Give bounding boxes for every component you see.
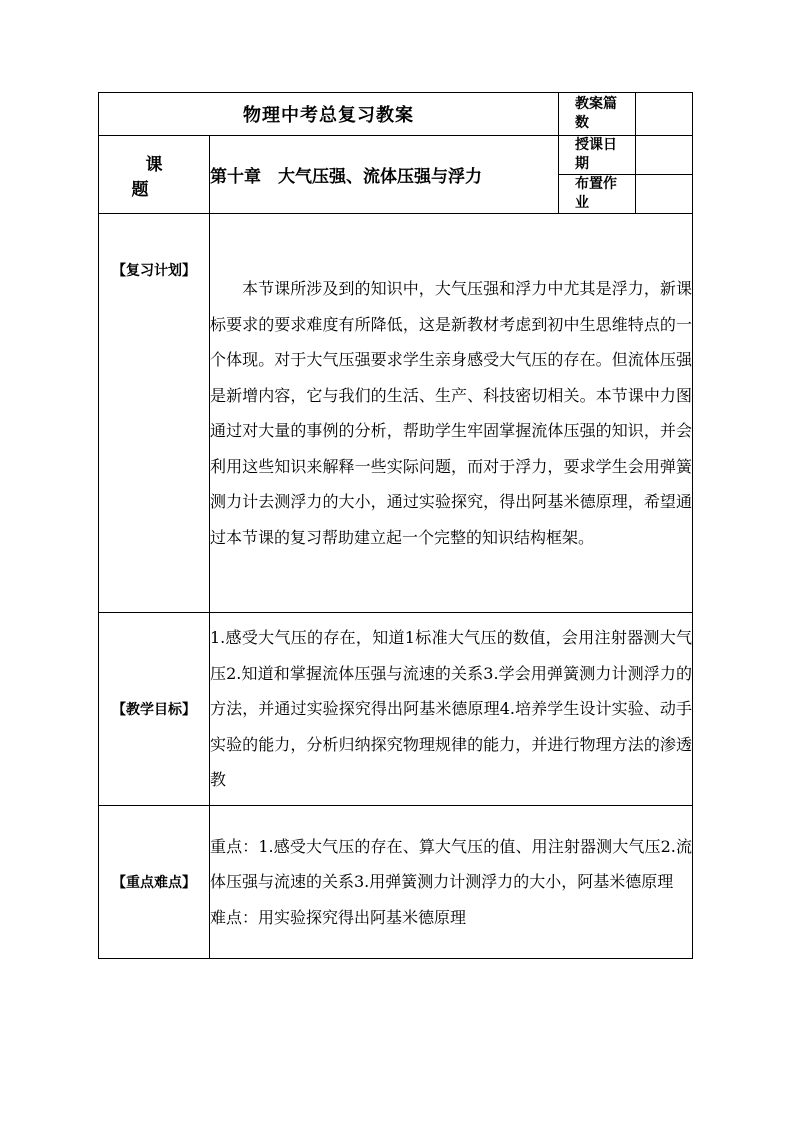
subject-value: 第十章 大气压强、流体压强与浮力 bbox=[210, 136, 559, 214]
review-plan-row bbox=[99, 214, 693, 613]
key-points-label: 【重点难点】 bbox=[99, 806, 210, 959]
teaching-goals-row bbox=[99, 613, 693, 806]
key-points-text bbox=[210, 806, 693, 959]
meta-label-homework: 布置作业 bbox=[559, 175, 636, 214]
lesson-plan-table bbox=[98, 92, 693, 959]
meta-value-teaching-date[interactable] bbox=[636, 136, 693, 175]
teaching-goals-text: 1.感受大气压的存在，知道1标准大气压的数值，会用注射器测大气压2.知道和掌握流体压强与流速的关系3.学会用弹簧测力计测浮力的方法，并通过实验探究得出阿基米德原理4.培养学生设计实验、动手实验的能力，分析归纳探究物理规律的能力，并进行物理方法的渗透教 bbox=[210, 613, 693, 806]
title-row bbox=[99, 93, 693, 136]
document-title: 物理中考总复习教案 bbox=[99, 93, 559, 136]
key-point-text: 重点：1.感受大气压的存在、算大气压的值、用注射器测大气压2.流体压强与流速的关系3.用弹簧测力计测浮力的大小，阿基米德原理 bbox=[210, 836, 692, 892]
subject-label: 课 题 bbox=[99, 136, 210, 214]
meta-label-teaching-date: 授课日期 bbox=[559, 136, 636, 175]
meta-value-homework[interactable] bbox=[636, 175, 693, 214]
review-plan-text: 本节课所涉及到的知识中，大气压强和浮力中尤其是浮力，新课标要求的要求难度有所降低，这是新教材考虑到初中生思维特点的一个体现。对于大气压强要求学生亲身感受大气压的存在。但流体压强是新增内容，它与我们的生活、生产、科技密切相关。本节课中力图通过对大量的事例的分析，帮助学生牢固掌握流体压强的知识，并会利用这些知识来解释一些实际问题，而对于浮力，要求学生会用弹簧测力计去测浮力的大小，通过实验探究，得出阿基米德原理，希望通过本节课的复习帮助建立起一个完整的知识结构框架。 bbox=[210, 214, 693, 613]
meta-value-lesson-count[interactable] bbox=[636, 93, 693, 136]
difficult-point-text: 难点：用实验探究得出阿基米德原理 bbox=[210, 907, 467, 927]
teaching-goals-label: 【教学目标】 bbox=[99, 613, 210, 806]
subject-row bbox=[99, 136, 693, 175]
meta-label-lesson-count: 教案篇数 bbox=[559, 93, 636, 136]
key-points-row bbox=[99, 806, 693, 959]
review-plan-label: 【复习计划】 bbox=[99, 214, 210, 613]
